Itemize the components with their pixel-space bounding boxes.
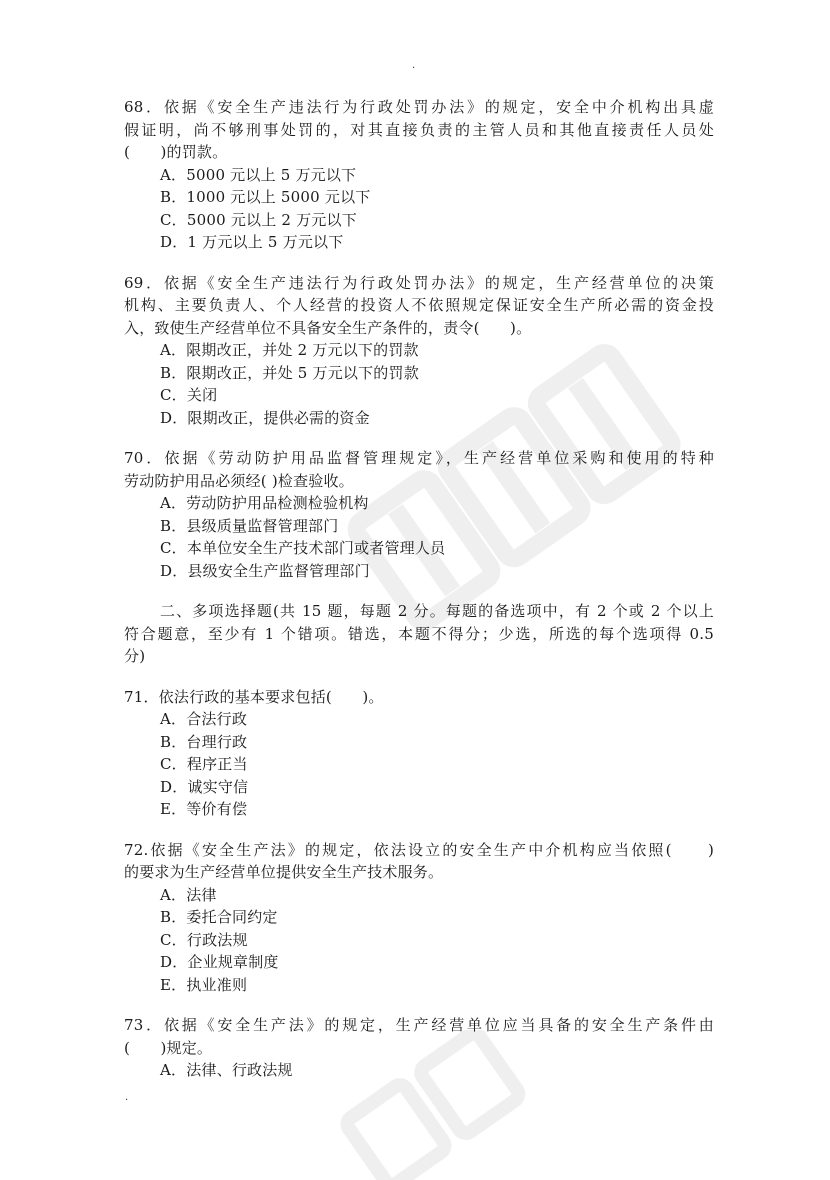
question-line: ( )的罚款。 [124, 143, 228, 161]
section-line: 分) [124, 647, 146, 665]
option-c: C．关闭 [160, 386, 218, 404]
option-d: D．1 万元以上 5 万元以下 [160, 233, 344, 251]
question-line: ( )规定。 [124, 1038, 213, 1057]
question-line: 的要求为生产经营单位提供安全生产技术服务。 [124, 863, 444, 881]
option-a: A．合法行政 [160, 710, 248, 728]
option-b: B．限期改正，并处 5 万元以下的罚款 [160, 363, 419, 382]
option-c: C．5000 元以上 2 万元以下 [160, 210, 357, 229]
section-2-instructions [124, 600, 714, 668]
option-e: E．等价有偿 [160, 800, 248, 818]
option-d: D．限期改正，提供必需的资金 [160, 408, 370, 427]
question-71 [124, 686, 714, 821]
option-b: B．县级质量监督管理部门 [160, 516, 339, 535]
option-c: C．行政法规 [160, 930, 248, 949]
option-b: B．委托合同约定 [160, 908, 278, 926]
question-68-text [124, 96, 714, 164]
section-line: 二、多项选择题(共 15 题，每题 2 分。每题的备选项中，有 2 个或 2 个以上 [160, 602, 714, 620]
section-2-text [124, 600, 714, 668]
option-c: C．程序正当 [160, 755, 248, 773]
question-line: 假证明，尚不够刑事处罚的，对其直接负责的主管人员和其他直接责任人员处 [124, 120, 714, 139]
question-69-text [124, 272, 714, 340]
option-a: A．5000 元以上 5 万元以下 [160, 165, 357, 184]
question-line: 73．依据《安全生产法》的规定，生产经营单位应当具备的安全生产条件由 [124, 1016, 714, 1034]
option-a: A．限期改正，并处 2 万元以下的罚款 [160, 341, 419, 359]
question-73 [124, 1014, 714, 1082]
question-line: 72.依据《安全生产法》的规定，依法设立的安全生产中介机构应当依照( ) [124, 840, 714, 859]
option-d: D．县级安全生产监督管理部门 [160, 561, 370, 580]
question-line: 70．依据《劳动防护用品监督管理规定》，生产经营单位采购和使用的特种 [124, 449, 714, 467]
question-68 [124, 96, 714, 254]
question-70 [124, 447, 714, 582]
question-70-text [124, 447, 714, 492]
question-line: 机构、主要负责人、个人经营的投资人不依照规定保证安全生产所必需的资金投 [124, 296, 714, 314]
page-top-mark: . [412, 60, 416, 71]
question-72-text [124, 839, 714, 884]
question-line: 69．依据《安全生产违法行为行政处罚办法》的规定，生产经营单位的决策 [124, 273, 714, 292]
document-body [124, 96, 714, 1100]
question-line: 71．依法行政的基本要求包括( )。 [124, 687, 384, 706]
question-line: 劳动防护用品必须经( )检查验收。 [124, 471, 354, 490]
option-d: D．诚实守信 [160, 777, 249, 796]
question-71-text [124, 686, 714, 709]
section-line: 符合题意，至少有 1 个错项。错选，本题不得分；少选，所选的每个选项得 0.5 [124, 624, 714, 643]
option-a: A．劳动防护用品检测检验机构 [160, 494, 369, 512]
option-b: B．台理行政 [160, 732, 248, 751]
option-c: C．本单位安全生产技术部门或者管理人员 [160, 539, 446, 557]
question-69 [124, 272, 714, 430]
option-b: B．1000 元以上 5000 元以下 [160, 188, 371, 206]
question-73-text [124, 1014, 714, 1059]
question-line: 入，致使生产经营单位不具备安全生产条件的，责令( )。 [124, 318, 532, 337]
option-a: A．法律 [160, 885, 217, 904]
option-a: A．法律、行政法规 [160, 1061, 293, 1079]
question-72 [124, 839, 714, 997]
page-bottom-mark: . [125, 1092, 129, 1103]
question-line: 68．依据《安全生产违法行为行政处罚办法》的规定，安全中介机构出具虚 [124, 98, 714, 116]
option-d: D．企业规章制度 [160, 953, 279, 971]
option-e: E．执业准则 [160, 975, 248, 994]
